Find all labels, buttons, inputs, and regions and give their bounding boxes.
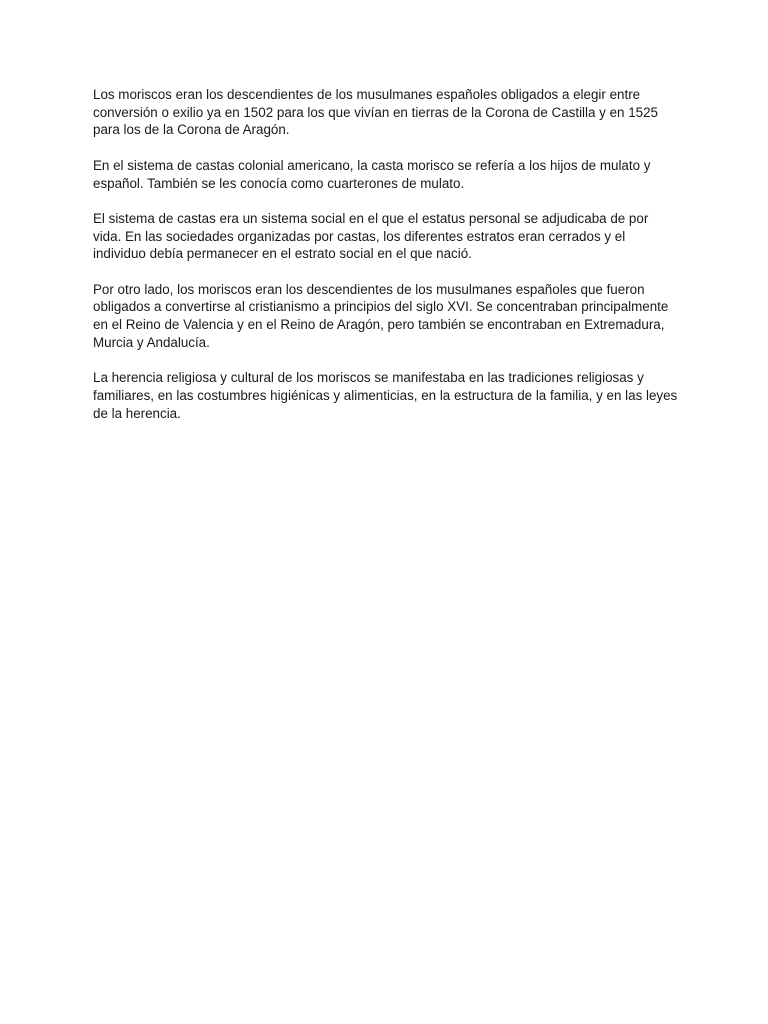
paragraph-moriscos-definition: Los moriscos eran los descendientes de los musulmanes españoles obligados a elegir entre conversión o exilio ya en 1502 para los que vivían en tierras de la Corona de Castilla y en 1525 para los de la Corona de Aragón. [93, 87, 658, 138]
paragraph-sistema-castas: El sistema de castas era un sistema social en el que el estatus personal se adjudicaba de por vida. En las sociedades organizadas por castas, los diferentes estratos eran cerrados y el individuo debía permanecer en el estrato social en el que nació. [93, 210, 649, 262]
paragraph-casta-morisco: En el sistema de castas colonial americano, la casta morisco se refería a los hijos de mulato y español. También se les conocía como cuarterones de mulato. [93, 157, 651, 191]
paragraph-herencia-cultural: La herencia religiosa y cultural de los moriscos se manifestaba en las tradiciones religiosas y familiares, en las costumbres higiénicas y alimenticias, en la estructura de la familia, y en las leyes de la herencia. [93, 370, 678, 421]
document-body [93, 86, 678, 440]
paragraph-moriscos-conversion: Por otro lado, los moriscos eran los descendientes de los musulmanes españoles que fueron obligados a convertirse al cristianismo a principios del siglo XVI. Se concentraban principalmente en el Reino de Valencia y en el Reino de Aragón, pero también se encontraban en Extremadura, Murcia y Andalucía. [93, 281, 669, 350]
